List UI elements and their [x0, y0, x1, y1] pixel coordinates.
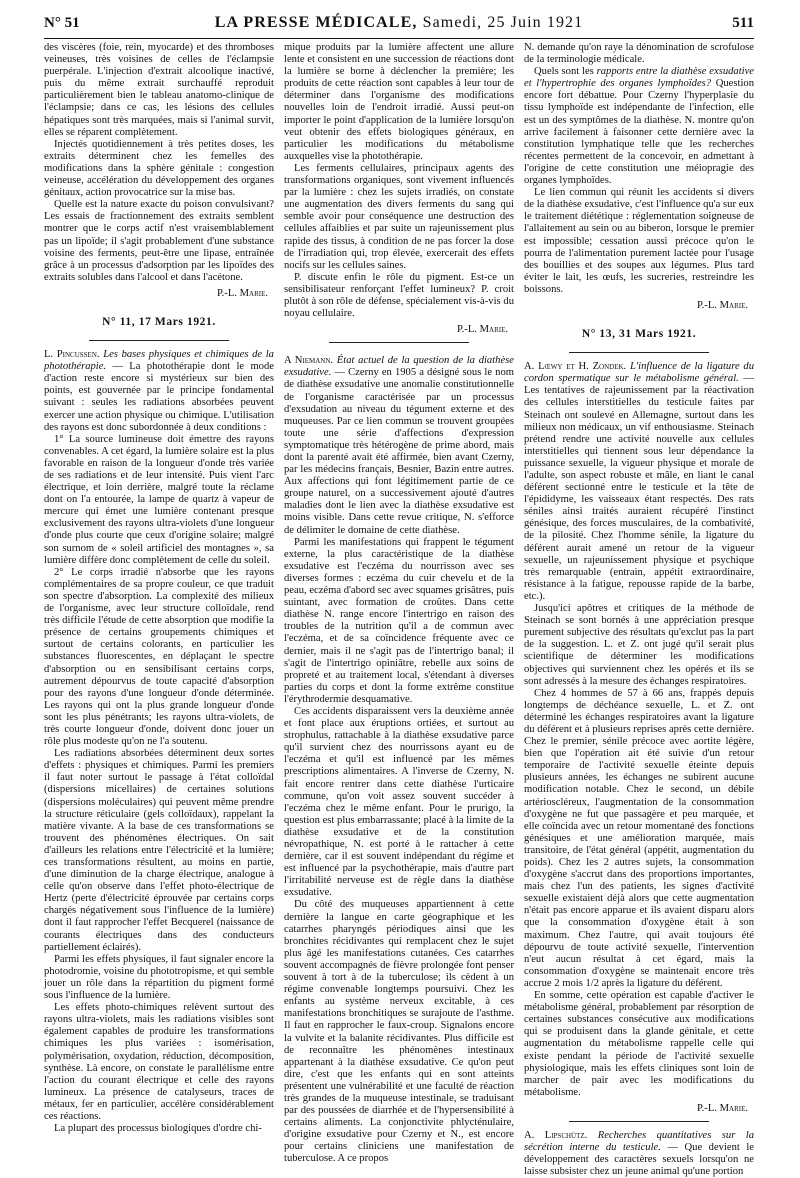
- page-number: 511: [732, 14, 754, 31]
- column-3: [524, 42, 755, 1178]
- abstract-niemann: [284, 355, 514, 1165]
- divider: [329, 342, 469, 343]
- paragraph: La plupart des processus biologiques d'ordre chi-: [54, 1123, 262, 1135]
- paragraph: Du côté des muqueuses appartiennent à cette dernière la langue en carte géographique et les catarrhes pharyngés périodiques ainsi que les bronchites récidivantes qui remplacent chez le sujet plus âgé les manifestations cutanées. Ces catarrhes souvent accompagnés de fièvre prolongée font penser souvent à tort à de la tuberculose; ils cèdent à un régime convenable longtemps poursuivi. Chez les enfants au système nerveux excitable, à ces manifestations bronchitiques se surajoute de l'asthme. Il faut en rapprocher le faux-croup. Signalons encore la vulvite et la balanite récidivantes. Plus difficile est de reconnaître les phénomènes intestinaux appartenant à la diathèse exsudative. Ce qu'on peut dire, c'est que les enfants qui en sont atteints présentent une vulnérabilité et une faculté de réaction très grandes de la muqueuse intestinale, se traduisant par des poussées de diarrhée et de l'hypersensibilité à certains aliments. La conjonctivite phlycténulaire, d'origine exsudative pour Czerny et N., est encore pour certains cliniciens une manifestation de tuberculose. A ce propos: [284, 899, 514, 1165]
- abstract-title: État actuel de la question de la diathèse exsudative.: [284, 355, 514, 379]
- paragraph: 1° La source lumineuse doit émettre des rayons convenables. A cet égard, la lumière solaire est la plus favorable en raison de la longueur d'onde très variée de ses radiations et de leur intensité. Puis vient l'arc électrique, et loin derrière, malgré toute la réclame dont on l'a entourée, la lampe de quartz à vapeur de mercure qui émet une lumière contenant presque exclusivement des rayons ultra-violets d'une longueur d'onde plus courte que ceux d'origine solaire; malgré son surnom de « soleil artificiel des montagnes », sa lumière diffère donc complètement de celle du soleil.: [44, 433, 274, 566]
- signature: P.-L. Marie.: [216, 287, 268, 299]
- paragraph: Parmi les manifestations qui frappent le tégument externe, la plus caractéristique de la diathèse exsudative est l'eczéma du nourrisson avec ses diverses formes : eczéma du cuir chevelu et de la peau, eczéma d'abord sec avec squames grisâtres, puis suintant, avec formation de croûtes. Dans cette diathèse N. range encore l'intertrigo en raison des troubles de la nutrition qu'il a de commun avec l'eczéma, et de sa coïncidence fréquente avec ce dernier, mais il ne s'agit pas de l'intertrigo banal; il s'agit de l'intertrigo opiniâtre, rebelle aux soins de propreté et au traitement local, s'étendant à diverses parties du corps et dont la forme extrême constitue l'érythrodermie desquamative.: [284, 536, 514, 705]
- journal-name: LA PRESSE MÉDICALE,: [214, 14, 418, 31]
- paragraph: Le lien commun qui réunit les accidents si divers de la diathèse exsudative, c'est l'influence qu'a sur eux le traitement diététique : réglementation soigneuse de l'allaitement au sein ou au biberon, lorsque le premier est impossible; cessation aussi précoce qu'on le pourra de l'alimentation purement lactée pour l'usage des bouillies et des soupes aux légumes. Plus tard éviter le lait, les œufs, les sucreries, restreindre les boissons.: [524, 187, 754, 295]
- signature: P.-L. Marie.: [456, 324, 508, 336]
- paragraph: Les effets photo-chimiques relèvent surtout des rayons ultra-violets, mais les radiations visibles sont également capables de produire les transformations chimiques les plus variées : isomérisation, polymérisation, oxydation, réduction, décomposition, synthèse. Là encore, on constate le parallélisme entre l'action du courant électrique et celle des rayons lumineux. La présence de catalyseurs, traces de métaux, fer en particulier, accélère considérablement ces réactions.: [44, 1002, 274, 1122]
- issue-number: N° 51: [44, 14, 80, 31]
- paragraph: mique produits par la lumière affectent une allure lente et consistent en une succession de réactions dont la lumière se borne à déclencher la première; les produits de cette réaction sont capables à leur tour de déterminer dans l'organisme des modifications nouvelles loin de l'endroit irradié. Aussi peut-on importer le point d'application de la lumière lorsqu'on veut obtenir des effets biologiques généraux, en particulier les modifications du métabolisme auxquelles vise la photothérapie.: [284, 42, 514, 162]
- abstract-lipschutz: [524, 1130, 754, 1178]
- abstract-title: Recherches quantitatives sur la sécrétion interne du testicule.: [524, 1129, 754, 1154]
- issue-heading: N° 11, 17 Mars 1921.: [102, 315, 216, 328]
- author-name: L. Pincussen.: [44, 349, 100, 361]
- abstract-title: Les bases physiques et chimiques de la photothérapie.: [44, 349, 274, 373]
- paragraph: Ces accidents disparaissent vers la deuxième année et font place aux éruptions ortiées, et surtout au strophulus, rattachable à la diathèse exsudative parce qu'il survient chez des nourrissons ayant eu de l'eczéma et qu'il est influencé par les mêmes prescriptions alimentaires. A l'inverse de Czerny, N. fait encore rentrer dans cette diathèse l'urticaire commune, qu'on voit assez souvent succéder à l'eczéma chez le même enfant. Pour le prurigo, la question est plus embarrassante; placé à la limite de la diathèse exsudative et de la constitution névropathique, N. est porté à le rattacher à cette dernière, car il est souvent indépendant du régime et est influencé par la psychothérapie, mais d'autre part l'irritabilité nerveuse est de règle dans la diathèse exsudative.: [284, 705, 514, 899]
- paragraph: Parmi les effets physiques, il faut signaler encore la photodromie, voisine du phototropisme, et qui semble jouer un rôle dans la répartition du pigment formé sous l'influence de la lumière.: [44, 953, 274, 1002]
- abstract-pincussen: [44, 349, 274, 1135]
- abstract-text: — La photothérapie dont le mode d'action reste encore si mystérieux sur bien des points, est gouvernée par le principe fondamental suivant : seules les radiations absorbées peuvent exercer une action physique ou chimique. L'utilisation des rayons est donc subordonnée à deux conditions :: [44, 361, 274, 433]
- author-name: A Niemann.: [284, 355, 334, 367]
- signature: P.-L. Marie.: [696, 299, 748, 311]
- abstract-lead: [284, 355, 514, 536]
- paragraph: Injectés quotidiennement à très petites doses, les extraits déterminent chez les femelles des modifications dans la sphère génitale : congestion veineuse, accélération du développement des organes génitaux, action provocatrice sur la mise bas.: [44, 138, 274, 199]
- paragraph: P. discute enfin le rôle du pigment. Est-ce un sensibilisateur renforçant l'effet lumineux? P. croit plutôt à son rôle de défense, spécialement vis-à-vis du noyau cellulaire.: [284, 271, 514, 320]
- running-header: [44, 8, 754, 39]
- issue-date: Samedi, 25 Juin 1921: [422, 14, 584, 31]
- abstract-text: — Que devient le développement des caractères sexuels lorsqu'on ne laisse subsister chez un jeune animal qu'une portion: [524, 1142, 755, 1178]
- column-1: [44, 42, 274, 1135]
- paragraph: des viscères (foie, rein, myocarde) et des thromboses veineuses, très voisines de celles de l'éclampsie puerpérale. L'injection d'extrait alcoolique inactivé, puis du même extrait surchauffé reproduit particulièrement bien le tableau anatomo-clinique de l'éclampsie; dans ce cas, les lésions des cellules hépatiques sont très marquées, mais si l'animal survit, elles se réparent complètement.: [44, 42, 274, 138]
- paragraph: Jusqu'ici apôtres et critiques de la méthode de Steinach se sont bornés à une appréciation presque purement subjective des résultats qu'exclut pas la part de la suggestion. L. et Z. ont jugé qu'il serait plus scientifique de déterminer les modifications objectives qui surviennent chez les opérés et ils se sont adressés à la mesure des échanges respiratoires.: [524, 603, 754, 687]
- abstract-loewy-zondek: [524, 361, 754, 1115]
- paragraph: Les ferments cellulaires, principaux agents des transformations organiques, sont vivement influencés par la lumière : chez les sujets irradiés, on constate une augmentation des divers ferments du sang qui semble avoir pour conséquence une destruction des cellules affaiblies et par suite un rajeunissement plus rapide des tissus, à condition de ne pas forcer la dose de l'irradiation qui, trop élevée, exercerait des effets nocifs sur les cellules saines.: [284, 162, 514, 271]
- divider: [89, 340, 229, 341]
- divider: [569, 352, 709, 353]
- abstract-text: — Les tentatives de rajeunissement par la réactivation des cellules interstitielles du testicule faites par Steinach ont soulevé en Allemagne, surtout dans les milieux non médicaux, un vif enthousiasme. Steinach prétend rendre une activité nouvelle aux cellules interstitielles qui tiennent sous leur dépendance la puissance sexuelle, la vigueur physique et morale de l'adulte, son aspect robuste et mâle, en liant le canal déférent sectionné entre le testicule et la tête de l'épididyme, les vaisseaux étant respectés. Des rats séniles ainsi traités auraient récupéré l'instinct génésique, des forces musculaires, de la combativité, de la pilosité. Chez l'homme sénile, la ligature du déférent aurait amené un retour de la vigueur sexuelle, un rajeunissement physique et psychique très remarquable (entrain, appétit extraordinaire, résistance à la fatigue, repousse rapide de la barbe, etc.).: [524, 373, 754, 602]
- paragraph: En somme, cette opération est capable d'activer le métabolisme général, probablement par résorption de certaines substances consécutive aux modifications qui se produisent dans la glande génitale, et cette augmentation du métabolisme rappelle celle qui existe pendant la période de l'activité sexuelle physiologique, mais les effets cliniques sont loin de marcher de pair avec les modifications du métabolisme.: [524, 990, 754, 1098]
- paragraph: N. demande qu'on raye la dénomination de scrofulose de la terminologie médicale.: [524, 42, 754, 66]
- author-name: A. Lœwy et H. Zondek.: [524, 361, 627, 373]
- paragraph: Quels sont les rapports entre la diathèse exsudative et l'hypertrophie des organes lymphoïdes? Question encore fort débattue. Pour Czerny l'hyperplasie du tissu lymphoïde est indépendante de l'infection, elle est un des symptômes de la diathèse. N. montre qu'on arrive facilement à faisonner cette dernière avec la constitution lymphatique telle que les recherches récentes permettent de la concevoir, en admettant à l'origine de cette constitution une méiopragie des organes lymphoïdes.: [524, 66, 755, 187]
- signature: P.-L. Marie.: [696, 1102, 748, 1114]
- journal-title: [215, 14, 584, 32]
- divider: [569, 1121, 709, 1122]
- column-2: [284, 42, 514, 1165]
- abstract-lead: [44, 349, 274, 434]
- abstract-title: L'influence de la ligature du cordon spermatique sur le métabolisme général.: [524, 361, 755, 385]
- paragraph: 2° Le corps irradié n'absorbe que les rayons complémentaires de sa propre couleur, ce que traduit son spectre d'absorption. La complexité des milieux de l'organisme, avec leur structure colloïdale, rend très difficile l'étude de cette absorption que modifie la présence de certains groupements chimiques et surtout de certains colorants, en particulier les substances fluorescentes, en déplaçant le spectre d'absorption ou en sensibilisant certains corps, autrement dépourvus de toute capacité d'absorption pour des rayons d'une longueur d'onde déterminée. Les rayons qui ont la plus grande longueur d'onde sont les plus pénétrants; les rayons ultra-violets, de très courte longueur d'onde, doivent donc jouer un rôle plus modeste qu'on ne l'a soutenu.: [44, 566, 274, 748]
- abstract-text: — Czerny en 1905 a désigné sous le nom de diathèse exsudative une anomalie constitutionnelle de l'organisme caractérisée par un processus d'exsudation au niveau du tégument externe et des muqueuses. Par ce lien commun se trouvent groupées toute une série d'affections d'expression symptomatique très hétérogène de prime abord, mais dont la parenté avait été affirmée, bien avant Czerny, par les médecins français, Besnier, Bazin entre autres. Aux affections qui font légitimement partie de ce groupe naturel, on a successivement ajouté d'autres maladies dont le lien avec la diathèse exsudative est moins visible. Dans cette revue critique, N. s'efforce de délimiter le domaine de cette diathèse.: [284, 367, 514, 536]
- author-name: A. Lipschütz.: [524, 1129, 588, 1141]
- abstract-lead: [524, 361, 754, 603]
- paragraph: Les radiations absorbées déterminent deux sortes d'effets : physiques et chimiques. Parmi les premiers il faut noter surtout le passage à l'état colloïdal (dispersions micellaires) de certaines solutions (dispersions moléculaires) qui peuvent même prendre la structure réticulaire (gels colloïdaux), rappelant la matière vivante. A la base de ces transformations se trouvent des phénomènes électriques. On sait d'ailleurs les relations entre l'électricité et la lumière; ces transformations résultent, au moins en partie, d'une diminution de la charge électrique, analogue à celle qu'on observe dans l'effet photo-électrique de Hertz (perte d'électricité éprouvée par certains corps chargés négativement sous l'influence de la lumière) dont il faut rapprocher l'effet Becquerel (naissance de courants électriques dans des conducteurs partiellement éclairés).: [44, 748, 274, 953]
- article-columns: [44, 42, 755, 1178]
- paragraph: Chez 4 hommes de 57 à 66 ans, frappés depuis longtemps de déchéance sexuelle, L. et Z. ont déterminé les échanges respiratoires avant la ligature du déférent et à plusieurs reprises après cette dernière. Chez le premier, sénile précoce avec aortite légère, bien que l'opération ait été suivie d'un retour temporaire de l'activité sexuelle éteinte depuis plusieurs années, les échanges ne subirent aucune modification notable. Chez le second, un débile artérioscléreux, l'augmentation de la consommation d'oxygène ne fut que passagère et peu marquée, et elle coïncida avec un retour momentané des fonctions génésiques et une amélioration marquée, mais transitoire, de l'état général (appétit, augmentation du poids). Chez les 2 autres sujets, la consommation d'oxygène s'accrut dans des proportions importantes, mais chez l'un des patients, les signes d'activité sexuelle existaient déjà alors que cette augmentation n'était pas encore apparue et ils avaient disparu alors que la consommation d'oxygène était à son maximum. Chez l'autre, qui avait toujours été dépourvu de toute activité sexuelle, l'intervention n'eut aucun résultat à cet égard, mais la consommation d'oxygène se maintenait encore très accrue 2 mois 1/2 après la ligature du déférent.: [524, 687, 754, 989]
- paragraph: Quelle est la nature exacte du poison convulsivant? Les essais de fractionnement des extraits semblent montrer que le corps actif n'est vraisemblablement pas un lipoïde; il s'agit probablement d'une substance voisine des ferments, peut-être une lipase, entraînée grâce à un processus d'adsorption par les lipoïdes des extraits solubles dans l'alcool et dans l'acétone.: [44, 199, 274, 283]
- abstract-lead: [524, 1130, 754, 1178]
- issue-heading: N° 13, 31 Mars 1921.: [581, 328, 697, 341]
